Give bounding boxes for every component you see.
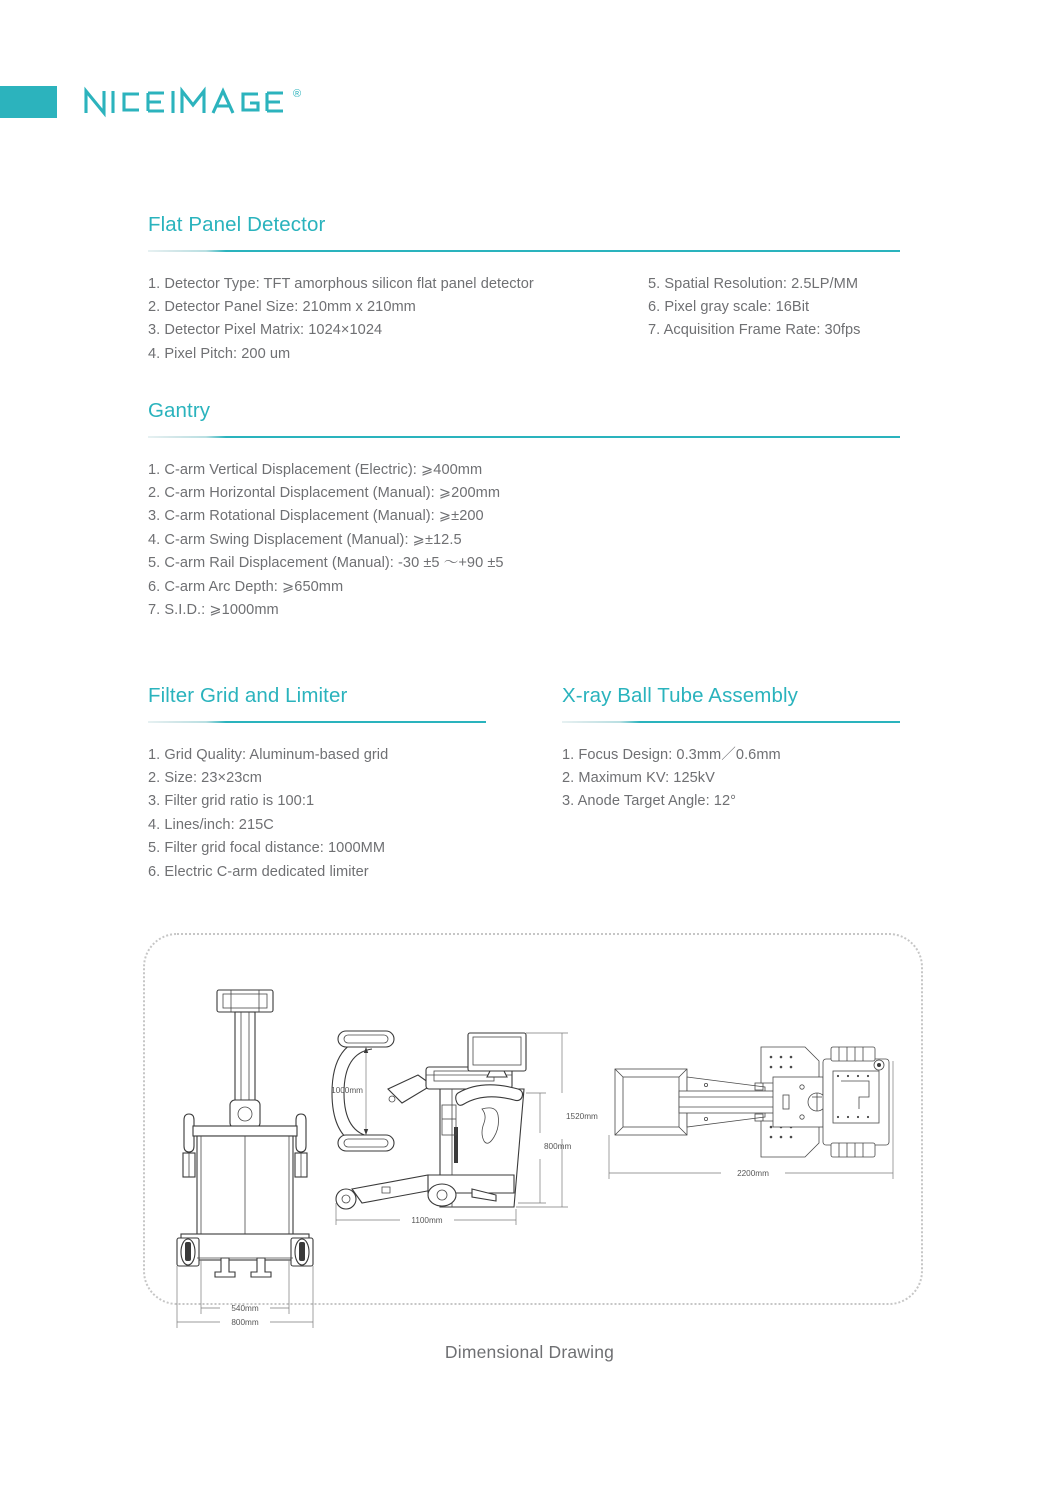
- section-rule: [148, 721, 486, 723]
- side-view: [331, 1031, 598, 1225]
- front-view: [177, 990, 313, 1328]
- registered-trademark-icon: ®: [293, 88, 302, 100]
- list-item: 1. Focus Design: 0.3mm／0.6mm: [562, 746, 781, 763]
- spec-list: [562, 744, 900, 814]
- section-x-ray-ball-tube-assembly: [562, 684, 900, 814]
- spec-list-left: [148, 273, 648, 367]
- logo-color-block: [0, 86, 57, 118]
- list-item: 2. Detector Panel Size: 210mm x 210mm: [148, 299, 416, 315]
- list-item: 4. C-arm Swing Displacement (Manual): ⩾±12.5: [148, 531, 462, 548]
- dimension-label: 1000mm: [331, 1086, 363, 1095]
- list-item: 3. C-arm Rotational Displacement (Manual): ⩾±200: [148, 508, 484, 525]
- spec-list: [148, 744, 486, 884]
- list-item: 3. Detector Pixel Matrix: 1024×1024: [148, 322, 383, 339]
- section-title: X-ray Ball Tube Assembly: [562, 684, 798, 707]
- list-item: 1. Detector Type: TFT amorphous silicon flat panel detector: [148, 275, 534, 292]
- logo-wordmark: [84, 88, 301, 116]
- list-item: 7. Acquisition Frame Rate: 30fps: [648, 322, 861, 339]
- dimension-label: 800mm: [231, 1318, 259, 1327]
- list-item: 4. Pixel Pitch: 200 um: [148, 345, 291, 362]
- list-item: 6. Pixel gray scale: 16Bit: [648, 299, 810, 315]
- dimension-label: 1520mm: [566, 1112, 598, 1121]
- section-gantry: [148, 399, 900, 622]
- section-filter-grid-and-limiter: [148, 684, 486, 884]
- list-item: 3. Anode Target Angle: 12°: [562, 793, 737, 810]
- list-item: 4. Lines/inch: 215C: [148, 816, 274, 833]
- drawing-caption: Dimensional Drawing: [444, 1342, 615, 1362]
- dimension-side-total-height: [516, 1033, 598, 1207]
- section-rule: [148, 436, 900, 438]
- list-item: 2. Maximum KV: 125kV: [562, 770, 715, 786]
- spec-list-right: [648, 273, 900, 367]
- section-title: Gantry: [148, 399, 211, 422]
- dimension-label: 1100mm: [411, 1216, 443, 1225]
- list-item: 6. C-arm Arc Depth: ⩾650mm: [148, 578, 344, 595]
- list-item: 2. Size: 23×23cm: [148, 770, 262, 786]
- spec-list: [148, 459, 900, 623]
- dimension-label: 2200mm: [737, 1169, 769, 1178]
- list-item: 1. C-arm Vertical Displacement (Electric): ⩾400mm: [148, 461, 483, 478]
- section-rule: [562, 721, 900, 723]
- section-title: Filter Grid and Limiter: [148, 684, 348, 707]
- dimension-front-inner: [201, 1260, 289, 1314]
- section-body: [148, 252, 900, 367]
- top-view: [609, 1047, 893, 1179]
- list-item: 6. Electric C-arm dedicated limiter: [148, 863, 369, 880]
- list-item: 7. S.I.D.: ⩾1000mm: [148, 602, 279, 619]
- dimension-label: 800mm: [544, 1142, 572, 1151]
- brand-logo: [0, 82, 301, 122]
- section-title: Flat Panel Detector: [148, 213, 326, 236]
- list-item: 5. Filter grid focal distance: 1000MM: [148, 840, 386, 857]
- list-item: 5. C-arm Rail Displacement (Manual): -30 ±5 ～+90 ±5: [148, 555, 504, 572]
- list-item: 3. Filter grid ratio is 100:1: [148, 793, 315, 810]
- list-item: 5. Spatial Resolution: 2.5LP/MM: [648, 275, 859, 292]
- dimension-front-outer: [177, 1266, 313, 1328]
- dimensional-drawing-panel: [143, 933, 923, 1327]
- dimension-label: 540mm: [231, 1304, 259, 1313]
- list-item: 2. C-arm Horizontal Displacement (Manual): ⩾200mm: [148, 485, 501, 501]
- dimension-side-body-height: [518, 1093, 571, 1203]
- list-item: 1. Grid Quality: Aluminum-based grid: [148, 746, 389, 763]
- section-flat-panel-detector: [148, 213, 900, 366]
